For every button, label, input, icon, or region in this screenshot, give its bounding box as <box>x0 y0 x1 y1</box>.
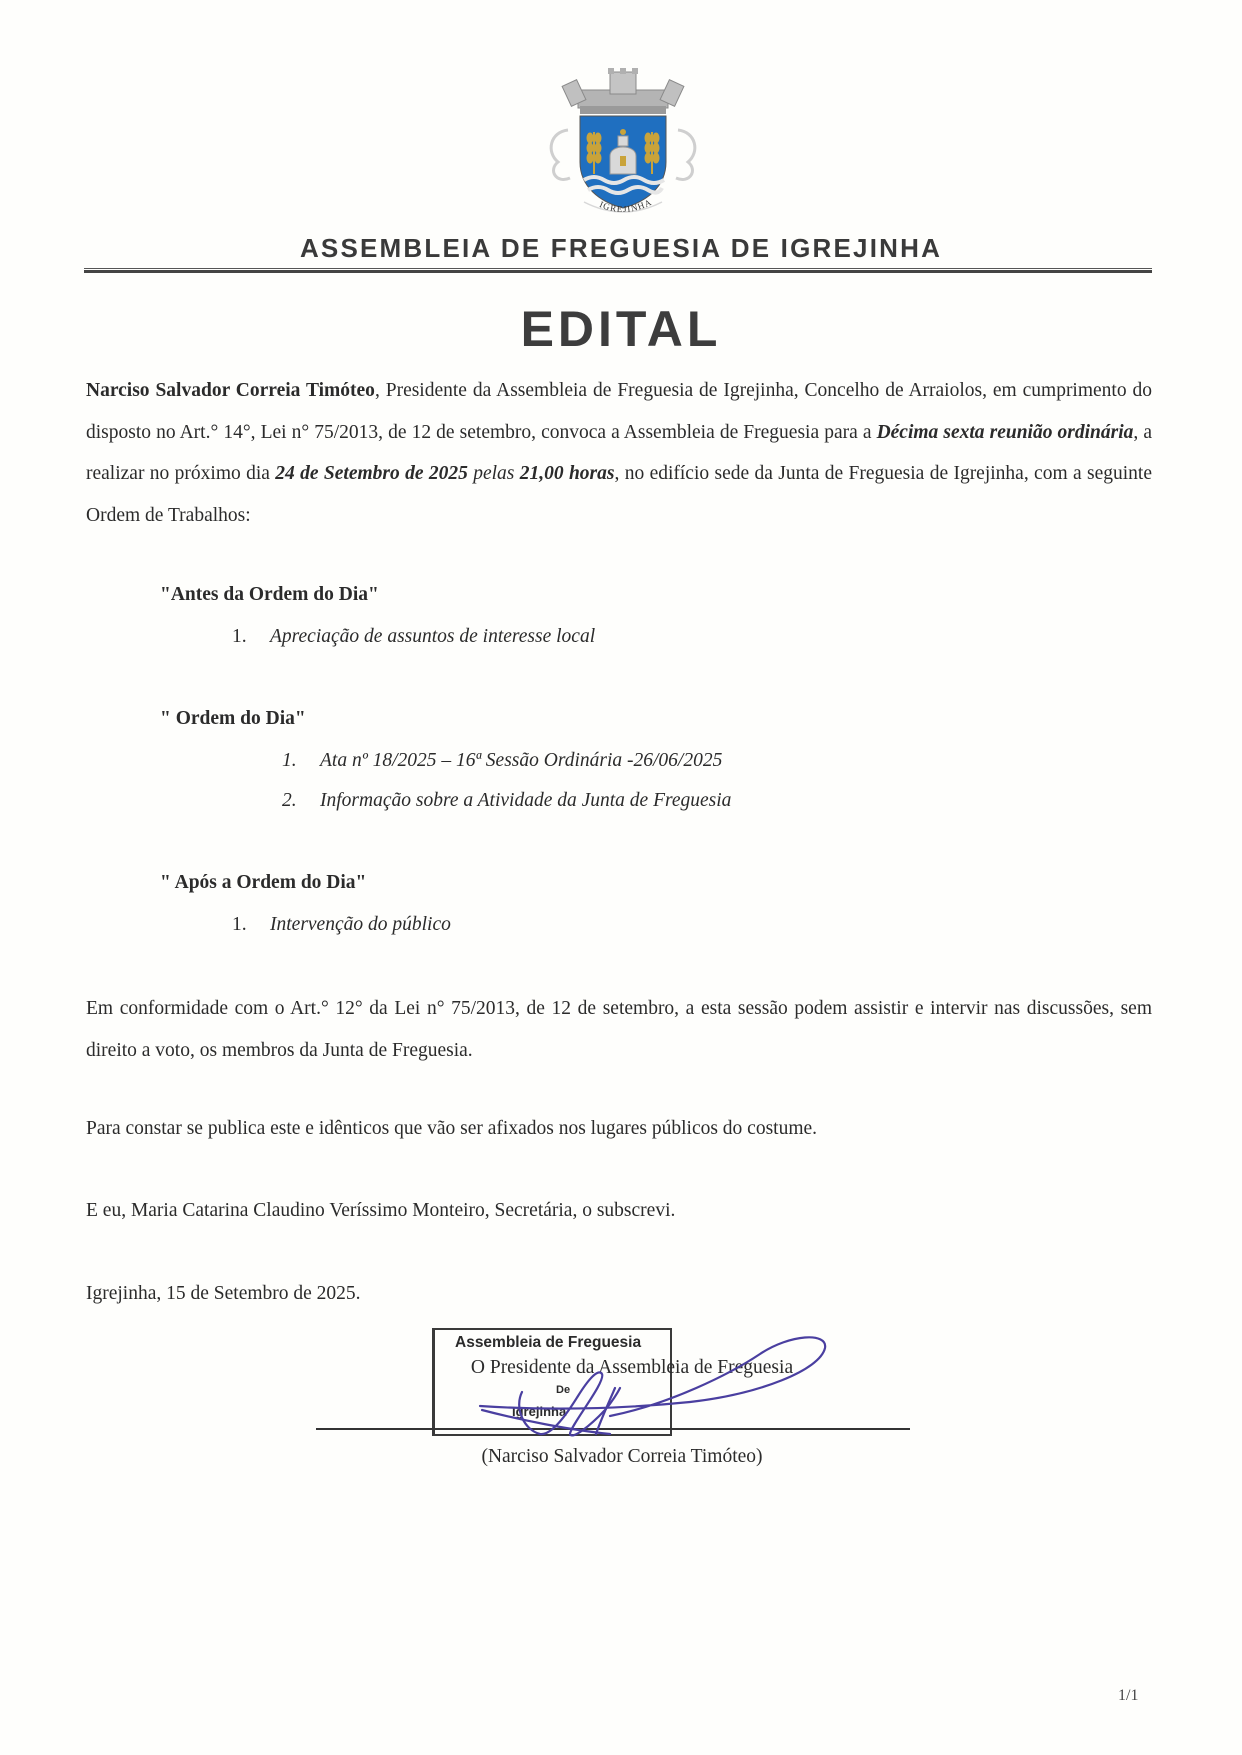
item-number: 1. <box>282 750 297 771</box>
item-number: 2. <box>282 790 297 811</box>
mural-crown <box>562 68 684 114</box>
agenda-item <box>282 750 722 772</box>
crest-label: IGREJINHA <box>598 196 654 215</box>
intro-paragraph <box>86 370 1152 536</box>
intro-text: , no edifício sede da Junta de Freguesia de Igrejinha, com a seguinte Ordem de Trabalhos: <box>86 463 1152 526</box>
item-text: Ata nº 18/2025 – 16ª Sessão Ordinária -26/06/2025 <box>320 750 723 771</box>
intro-text: , a realizar no próximo dia <box>86 421 1152 484</box>
item-text: Apreciação de assuntos de interesse local <box>270 626 596 647</box>
item-number: 1. <box>232 626 247 647</box>
page-number: 1/1 <box>1118 1687 1139 1704</box>
item-text: Informação sobre a Atividade da Junta de Freguesia <box>320 790 732 811</box>
agenda-section-before-heading: "Antes da Ordem do Dia" <box>160 584 379 605</box>
title-divider <box>84 268 1152 273</box>
document-title: EDITAL <box>520 301 722 357</box>
stamp-text-middle: De <box>556 1384 571 1396</box>
conformity-paragraph: Em conformidade com o Art.° 12° da Lei n° 75/2013, de 12 de setembro, a esta sessão podem assistir e intervir nas discussões, sem direito a voto, os membros da Junta de Freguesia. <box>86 998 1152 1061</box>
secretary-statement: E eu, Maria Catarina Claudino Veríssimo Monteiro, Secretária, o subscrevi. <box>86 1200 676 1221</box>
item-number: 1. <box>232 914 247 935</box>
agenda-item <box>232 626 595 648</box>
publication-notice: Para constar se publica este e idênticos que vão ser afixados nos lugares públicos do costume. <box>86 1118 818 1139</box>
agenda-item <box>282 790 731 812</box>
place-and-date: Igrejinha, 15 de Setembro de 2025. <box>86 1283 361 1304</box>
signatory-name: (Narciso Salvador Correia Timóteo) <box>481 1446 763 1467</box>
item-text: Intervenção do público <box>270 914 451 935</box>
president-name: Narciso Salvador Correia Timóteo <box>86 380 375 401</box>
agenda-section-order-heading: " Ordem do Dia" <box>160 708 306 729</box>
stamp-text-bottom: Igrejinha <box>512 1404 567 1419</box>
agenda-section-after-heading: " Após a Ordem do Dia" <box>160 872 367 893</box>
stamp-text-top: Assembleia de Freguesia <box>455 1334 642 1351</box>
meeting-name: Décima sexta reunião ordinária <box>876 421 1134 443</box>
intro-text: pelas <box>467 463 520 484</box>
meeting-date: 24 de Setembro de 2025 <box>275 463 468 484</box>
signature-line <box>316 1428 910 1430</box>
agenda-item <box>232 914 451 936</box>
organization-title: ASSEMBLEIA DE FREGUESIA DE IGREJINHA <box>299 233 943 263</box>
meeting-time: 21,00 horas <box>519 463 615 484</box>
intro-text: , Presidente da Assembleia de Freguesia de Igrejinha, Concelho de Arraiolos, em cumprimento do disposto no Art.° 14°, Lei n° 75/2013, de 12 de setembro, convoca a Assembleia de Freguesia para a <box>86 380 1153 443</box>
signatory-role: O Presidente da Assembleia de Freguesia <box>470 1357 794 1378</box>
parish-coat-of-arms <box>538 62 708 220</box>
